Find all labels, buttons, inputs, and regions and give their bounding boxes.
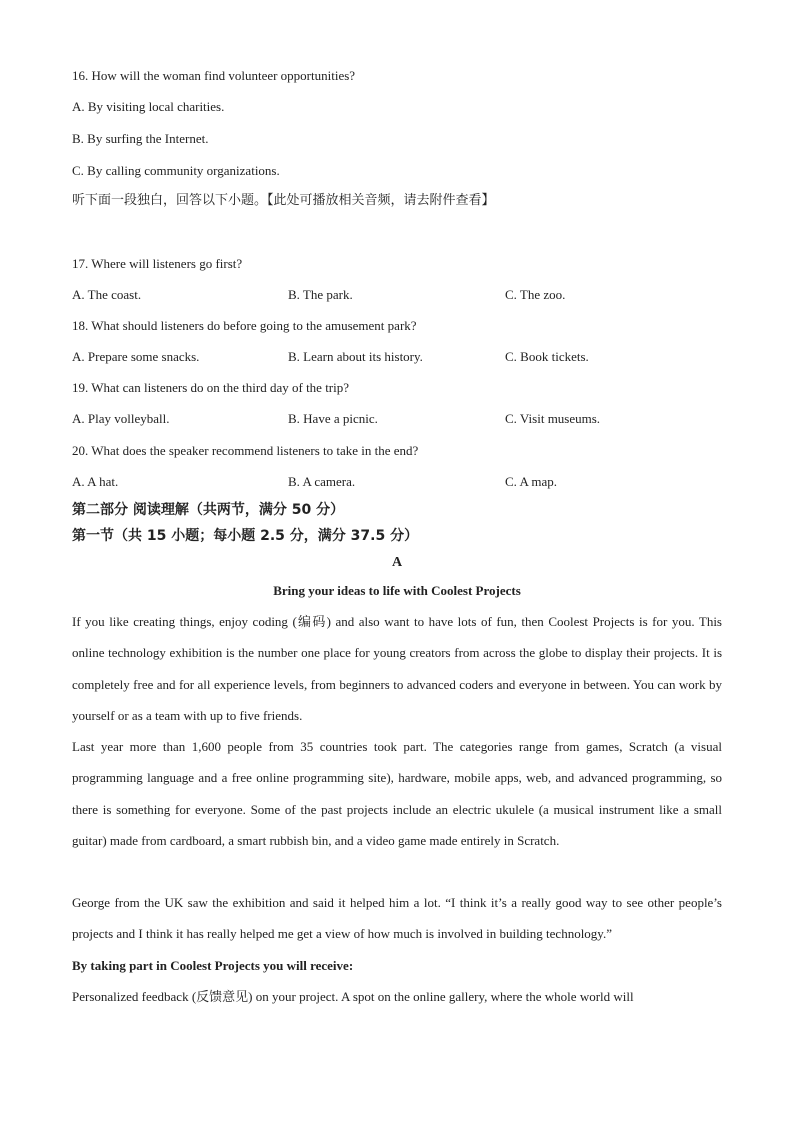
q20-option-c: C. A map.: [505, 474, 558, 489]
q18-option-b: B. Learn about its history.: [288, 349, 423, 364]
part2-heading: 第二部分 阅读理解（共两节，满分 50 分）: [72, 502, 345, 518]
receive-heading: By taking part in Coolest Projects you will receive:: [72, 958, 354, 973]
q16-option-c: C. By calling community organizations.: [72, 163, 280, 178]
q18-question: 18. What should listeners do before going to the amusement park?: [72, 318, 417, 333]
paragraph-1: [72, 606, 722, 731]
q20-question: 20. What does the speaker recommend listeners to take in the end?: [72, 443, 419, 458]
q18-option-c: C. Book tickets.: [505, 349, 589, 364]
paragraph-2: [72, 731, 722, 856]
section1-heading: 第一节（共 15 小题；每小题 2.5 分，满分 37.5 分）: [72, 528, 419, 544]
paragraph-1-text: If you like creating things, enjoy coding (编码) and also want to have lots of fun, then Coolest Projects is for you. This online technology exhibition is the number one place for young creators from across the globe to display their projects. It is completely free and for all experience levels, from beginners to advanced coders and everyone in between. You can work by yourself or as a team with up to five friends.: [72, 614, 722, 723]
q17-question: 17. Where will listeners go first?: [72, 256, 243, 271]
passage-letter: A: [391, 555, 403, 570]
q18-option-a: A. Prepare some snacks.: [72, 349, 200, 364]
q17-option-c: C. The zoo.: [505, 287, 566, 302]
q16-option-b: B. By surfing the Internet.: [72, 131, 209, 146]
passage-title: Bring your ideas to life with Coolest Projects: [273, 583, 521, 598]
q16-option-a: A. By visiting local charities.: [72, 99, 225, 114]
q20-option-b: B. A camera.: [288, 474, 356, 489]
paragraph-3-text: George from the UK saw the exhibition and said it helped him a lot. “I think it’s a really good way to see other people’s projects and I think it has really helped me get a view of how much is involved in building technology.”: [72, 895, 722, 942]
q17-option-a: A. The coast.: [72, 287, 142, 302]
q19-option-c: C. Visit museums.: [505, 411, 601, 426]
last-paragraph-text: Personalized feedback (反馈意见) on your project. A spot on the online gallery, where the whole world will: [72, 989, 634, 1004]
q16-question: 16. How will the woman find volunteer opportunities?: [72, 68, 356, 83]
monologue-instruction: 听下面一段独白，回答以下小题。【此处可播放相关音频，请去附件查看】: [72, 193, 495, 208]
q19-option-a: A. Play volleyball.: [72, 411, 170, 426]
q19-option-b: B. Have a picnic.: [288, 411, 378, 426]
paragraph-2-text: Last year more than 1,600 people from 35 countries took part. The categories range from games, Scratch (a visual programming language and a free online programming site), hardware, mobile apps, web, and advanced programming, so there is something for everyone. Some of the past projects include an electric ukulele (a musical instrument like a small guitar) made from cardboard, a smart rubbish bin, and a video game made entirely in Scratch.: [72, 739, 722, 848]
q20-option-a: A. A hat.: [72, 474, 119, 489]
last-paragraph: [72, 981, 722, 1012]
paragraph-3: [72, 887, 722, 950]
q19-question: 19. What can listeners do on the third day of the trip?: [72, 380, 350, 395]
q17-option-b: B. The park.: [288, 287, 353, 302]
